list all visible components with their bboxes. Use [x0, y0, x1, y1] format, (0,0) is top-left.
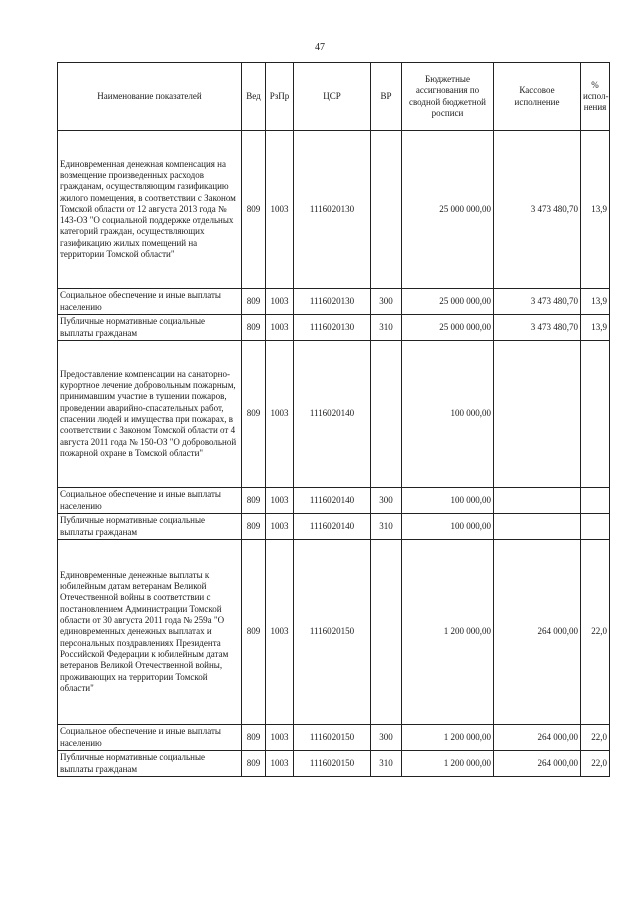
row-name: Публичные нормативные социальные выплаты гражданам [58, 315, 242, 341]
row-cash: 3 473 480,70 [494, 289, 581, 315]
table-row [58, 289, 610, 315]
table-row [58, 341, 610, 488]
row-ved: 809 [242, 131, 266, 289]
header-csr: ЦСР [294, 63, 371, 131]
row-ved: 809 [242, 540, 266, 725]
header-name: Наименование показателей [58, 63, 242, 131]
table-row [58, 131, 610, 289]
row-percent: 22,0 [581, 540, 610, 725]
row-percent [581, 514, 610, 540]
row-rzpr: 1003 [266, 725, 294, 751]
row-budget: 25 000 000,00 [402, 131, 494, 289]
row-rzpr: 1003 [266, 315, 294, 341]
row-name: Публичные нормативные социальные выплаты гражданам [58, 514, 242, 540]
row-ved: 809 [242, 751, 266, 777]
row-percent: 13,9 [581, 131, 610, 289]
row-budget: 25 000 000,00 [402, 315, 494, 341]
row-vr: 300 [371, 488, 402, 514]
row-ved: 809 [242, 725, 266, 751]
row-cash [494, 514, 581, 540]
row-cash: 3 473 480,70 [494, 315, 581, 341]
row-csr: 1116020140 [294, 341, 371, 488]
header-vr: ВР [371, 63, 402, 131]
row-budget: 100 000,00 [402, 341, 494, 488]
row-rzpr: 1003 [266, 341, 294, 488]
table-row [58, 725, 610, 751]
table-row [58, 751, 610, 777]
row-csr: 1116020150 [294, 725, 371, 751]
row-name: Социальное обеспечение и иные выплаты населению [58, 725, 242, 751]
row-csr: 1116020140 [294, 514, 371, 540]
row-csr: 1116020140 [294, 488, 371, 514]
row-csr: 1116020130 [294, 315, 371, 341]
row-cash: 264 000,00 [494, 751, 581, 777]
table-row [58, 488, 610, 514]
row-vr [371, 341, 402, 488]
row-vr: 310 [371, 315, 402, 341]
header-cash: Кассовое исполнение [494, 63, 581, 131]
row-vr [371, 131, 402, 289]
row-budget: 100 000,00 [402, 514, 494, 540]
row-cash: 264 000,00 [494, 540, 581, 725]
row-ved: 809 [242, 341, 266, 488]
row-budget: 25 000 000,00 [402, 289, 494, 315]
row-rzpr: 1003 [266, 289, 294, 315]
row-vr [371, 540, 402, 725]
budget-execution-table [57, 62, 610, 777]
row-name: Предоставление компенсации на санаторно-курортное лечение добровольным пожарным, принимавшим участие в тушении пожаров, проведении аварийно-спасательных работ, спасении людей и имущества при пожарах, в соответствии с Законом Томской области от 4 августа 2011 года № 150-ОЗ "О добровольной пожарной охране в Томской области" [58, 341, 242, 488]
header-ved: Вед [242, 63, 266, 131]
row-budget: 1 200 000,00 [402, 540, 494, 725]
row-name: Публичные нормативные социальные выплаты гражданам [58, 751, 242, 777]
row-budget: 1 200 000,00 [402, 725, 494, 751]
row-ved: 809 [242, 514, 266, 540]
row-csr: 1116020150 [294, 751, 371, 777]
row-percent: 22,0 [581, 725, 610, 751]
row-csr: 1116020150 [294, 540, 371, 725]
row-cash: 264 000,00 [494, 725, 581, 751]
row-percent [581, 341, 610, 488]
row-ved: 809 [242, 315, 266, 341]
table-row [58, 514, 610, 540]
row-percent: 13,9 [581, 289, 610, 315]
row-rzpr: 1003 [266, 751, 294, 777]
row-name: Социальное обеспечение и иные выплаты населению [58, 488, 242, 514]
page-number: 47 [315, 42, 325, 53]
header-budget: Бюджетные ассигнования по сводной бюджетной росписи [402, 63, 494, 131]
header-rzpr: РзПр [266, 63, 294, 131]
row-rzpr: 1003 [266, 514, 294, 540]
row-name: Единовременная денежная компенсация на возмещение произведенных расходов гражданам, осуществляющим газификацию жилого помещения, в соответствии с Законом Томской области от 12 августа 2013 года № 143-ОЗ "О социальной поддержке отдельных категорий граждан, осуществляющих газификацию жилых помещений на территории Томской области" [58, 131, 242, 289]
row-rzpr: 1003 [266, 131, 294, 289]
row-cash [494, 488, 581, 514]
table-row [58, 315, 610, 341]
row-percent [581, 488, 610, 514]
row-cash [494, 341, 581, 488]
row-name: Социальное обеспечение и иные выплаты населению [58, 289, 242, 315]
row-percent: 22,0 [581, 751, 610, 777]
row-percent: 13,9 [581, 315, 610, 341]
row-ved: 809 [242, 488, 266, 514]
row-csr: 1116020130 [294, 289, 371, 315]
row-ved: 809 [242, 289, 266, 315]
row-csr: 1116020130 [294, 131, 371, 289]
header-percent: % испол- нения [581, 63, 610, 131]
row-name: Единовременные денежные выплаты к юбилейным датам ветеранам Великой Отечественной войны в соответствии с постановлением Администрации Томской области от 30 августа 2011 года № 259а "О единовременных денежных выплатах и персональных поздравлениях Президента Российской Федерации к юбилейным датам ветеранов Великой Отечественной войны, проживающих на территории Томской области" [58, 540, 242, 725]
row-rzpr: 1003 [266, 488, 294, 514]
row-rzpr: 1003 [266, 540, 294, 725]
row-vr: 300 [371, 289, 402, 315]
header-row [58, 63, 610, 131]
row-budget: 100 000,00 [402, 488, 494, 514]
row-vr: 310 [371, 514, 402, 540]
row-budget: 1 200 000,00 [402, 751, 494, 777]
table-row [58, 540, 610, 725]
row-cash: 3 473 480,70 [494, 131, 581, 289]
row-vr: 300 [371, 725, 402, 751]
row-vr: 310 [371, 751, 402, 777]
